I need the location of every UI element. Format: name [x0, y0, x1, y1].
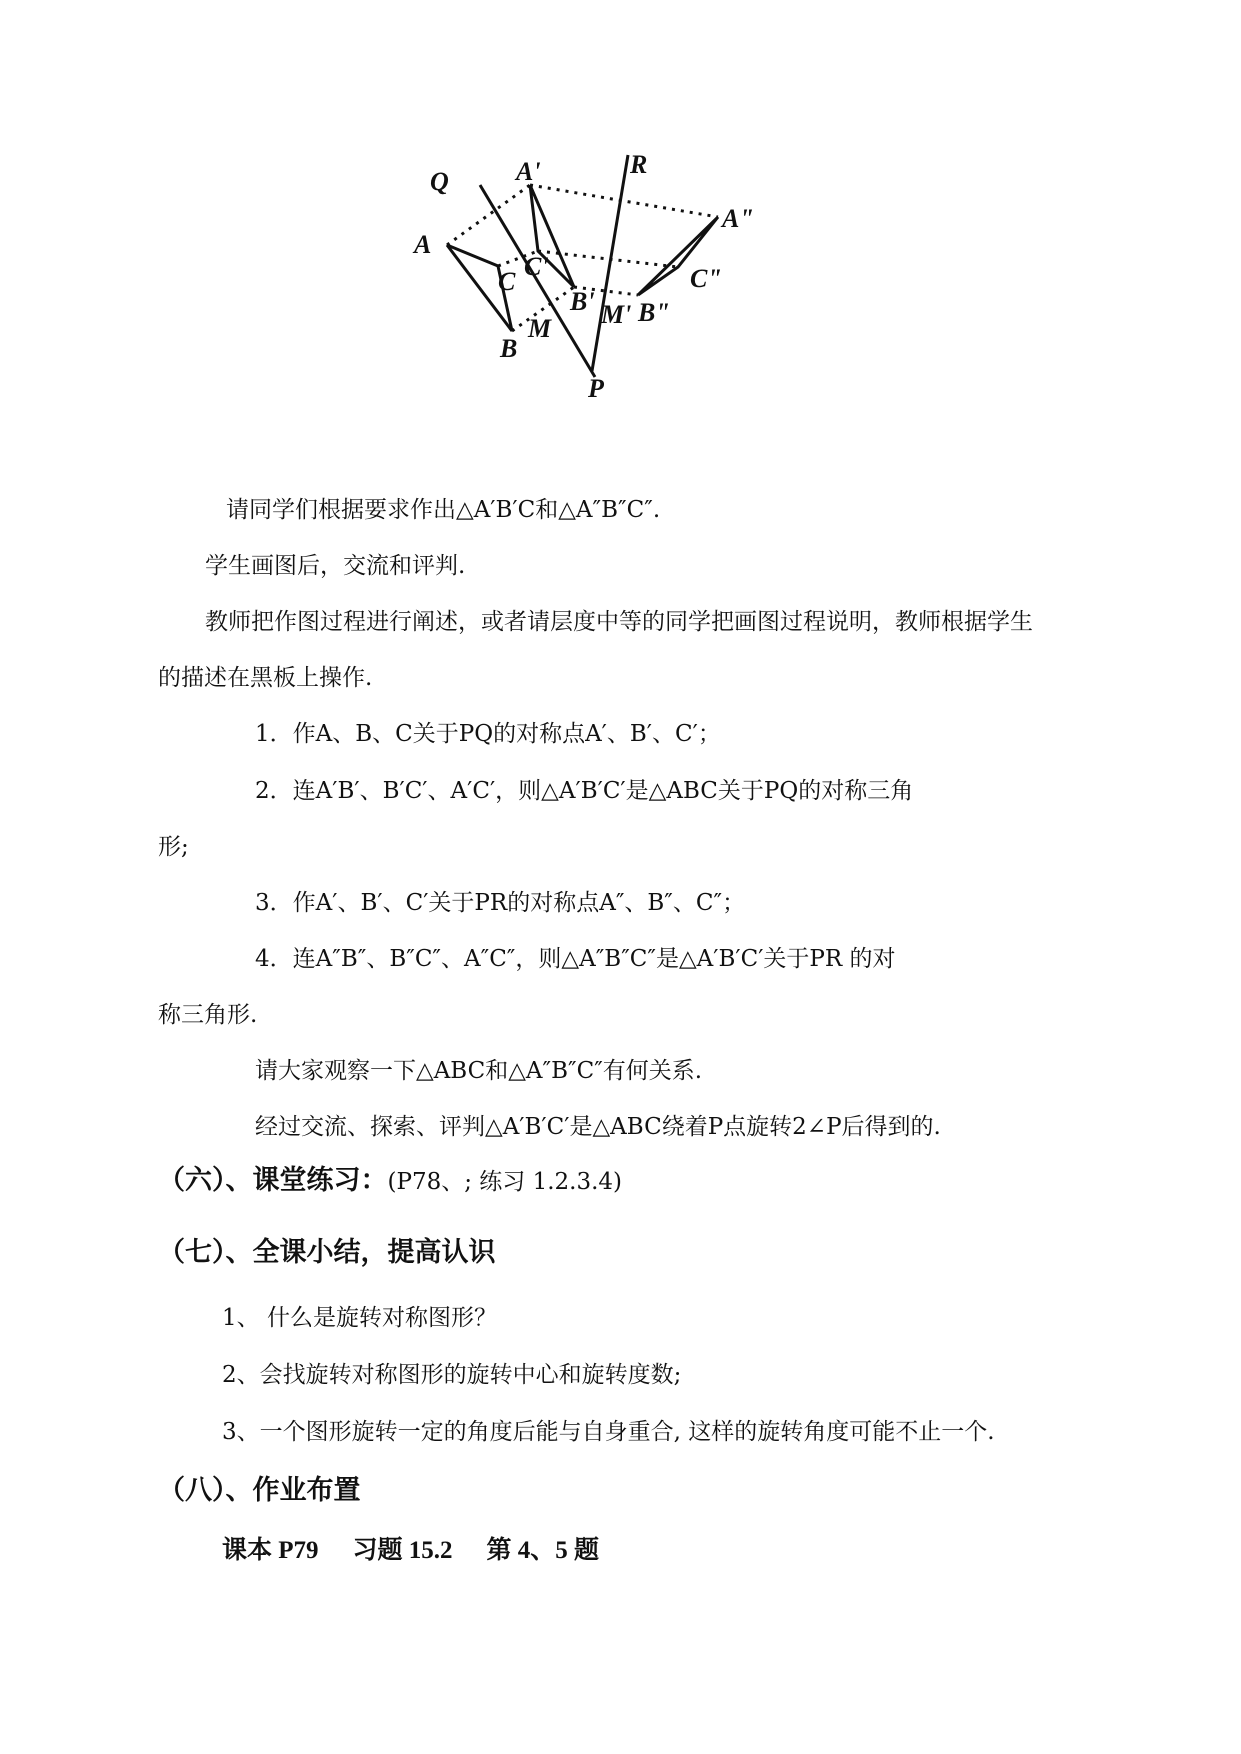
- homework-line: [222, 1530, 633, 1566]
- geometry-figure: [414, 150, 870, 455]
- label-b-double-prime: B": [638, 298, 670, 327]
- label-p: P: [588, 374, 604, 403]
- label-b-prime: B': [570, 287, 595, 316]
- summary-item-2: 2、会找旋转对称图形的旋转中心和旋转度数;: [222, 1362, 682, 1388]
- homework-textbook: 课本 P79: [222, 1537, 319, 1564]
- paragraph-observe: 请大家观察一下△ABC和△A″B″C″有何关系.: [255, 1058, 703, 1084]
- section-6-title: （六）、课堂练习：: [158, 1165, 388, 1196]
- label-r: R: [630, 150, 648, 179]
- label-m: M: [528, 314, 552, 343]
- section-8-title: （八）、作业布置: [158, 1475, 361, 1506]
- label-a: A: [414, 230, 432, 259]
- summary-item-1: 1、 什么是旋转对称图形？: [222, 1305, 497, 1331]
- label-c-prime: C': [524, 252, 549, 281]
- line-pr: [592, 155, 628, 371]
- paragraph-instruction: 请同学们根据要求作出△A′B′C和△A″B″C″.: [226, 497, 661, 523]
- section-6-heading: [158, 1164, 622, 1199]
- section-6-note: (P78、; 练习 1.2.3.4): [387, 1169, 623, 1195]
- step-2-line-1: 2．连A′B′、B′C′、A′C′，则△A′B′C′是△ABC关于PQ的对称三角: [255, 778, 914, 804]
- paragraph-teacher-1: 教师把作图过程进行阐述，或者请层度中等的同学把画图过程说明，教师根据学生: [205, 609, 1033, 635]
- paragraph-teacher-2: 的描述在黑板上操作.: [158, 665, 373, 691]
- reflection-diagram: [414, 150, 870, 455]
- step-2-line-2: 形;: [158, 834, 189, 860]
- label-a-double-prime: A": [722, 204, 754, 233]
- step-4-line-2: 称三角形.: [158, 1002, 258, 1028]
- label-m-prime: M': [601, 300, 632, 329]
- paragraph-conclusion: 经过交流、探索、评判△A′B′C′是△ABC绕着P点旋转2∠P后得到的.: [255, 1114, 941, 1140]
- label-q: Q: [430, 167, 449, 196]
- step-3: 3．作A′、B′、C′关于PR的对称点A″、B″、C″；: [255, 890, 746, 916]
- label-c-double-prime: C": [690, 264, 722, 293]
- label-c: C: [498, 267, 516, 296]
- homework-exercise: 习题 15.2: [352, 1537, 453, 1564]
- summary-item-3: 3、一个图形旋转一定的角度后能与自身重合, 这样的旋转角度可能不止一个.: [222, 1419, 995, 1445]
- label-a-prime: A': [516, 157, 541, 186]
- paragraph-students: 学生画图后，交流和评判.: [205, 553, 466, 579]
- label-b: B: [500, 334, 518, 363]
- step-1: 1．作A、B、C关于PQ的对称点A′、B′、C′；: [255, 721, 721, 747]
- homework-problems: 第 4、5 题: [486, 1537, 600, 1564]
- step-4-line-1: 4．连A″B″、B″C″、A″C″，则△A″B″C″是△A′B′C′关于PR 的对: [255, 946, 896, 972]
- section-7-title: （七）、全课小结，提高认识: [158, 1237, 496, 1268]
